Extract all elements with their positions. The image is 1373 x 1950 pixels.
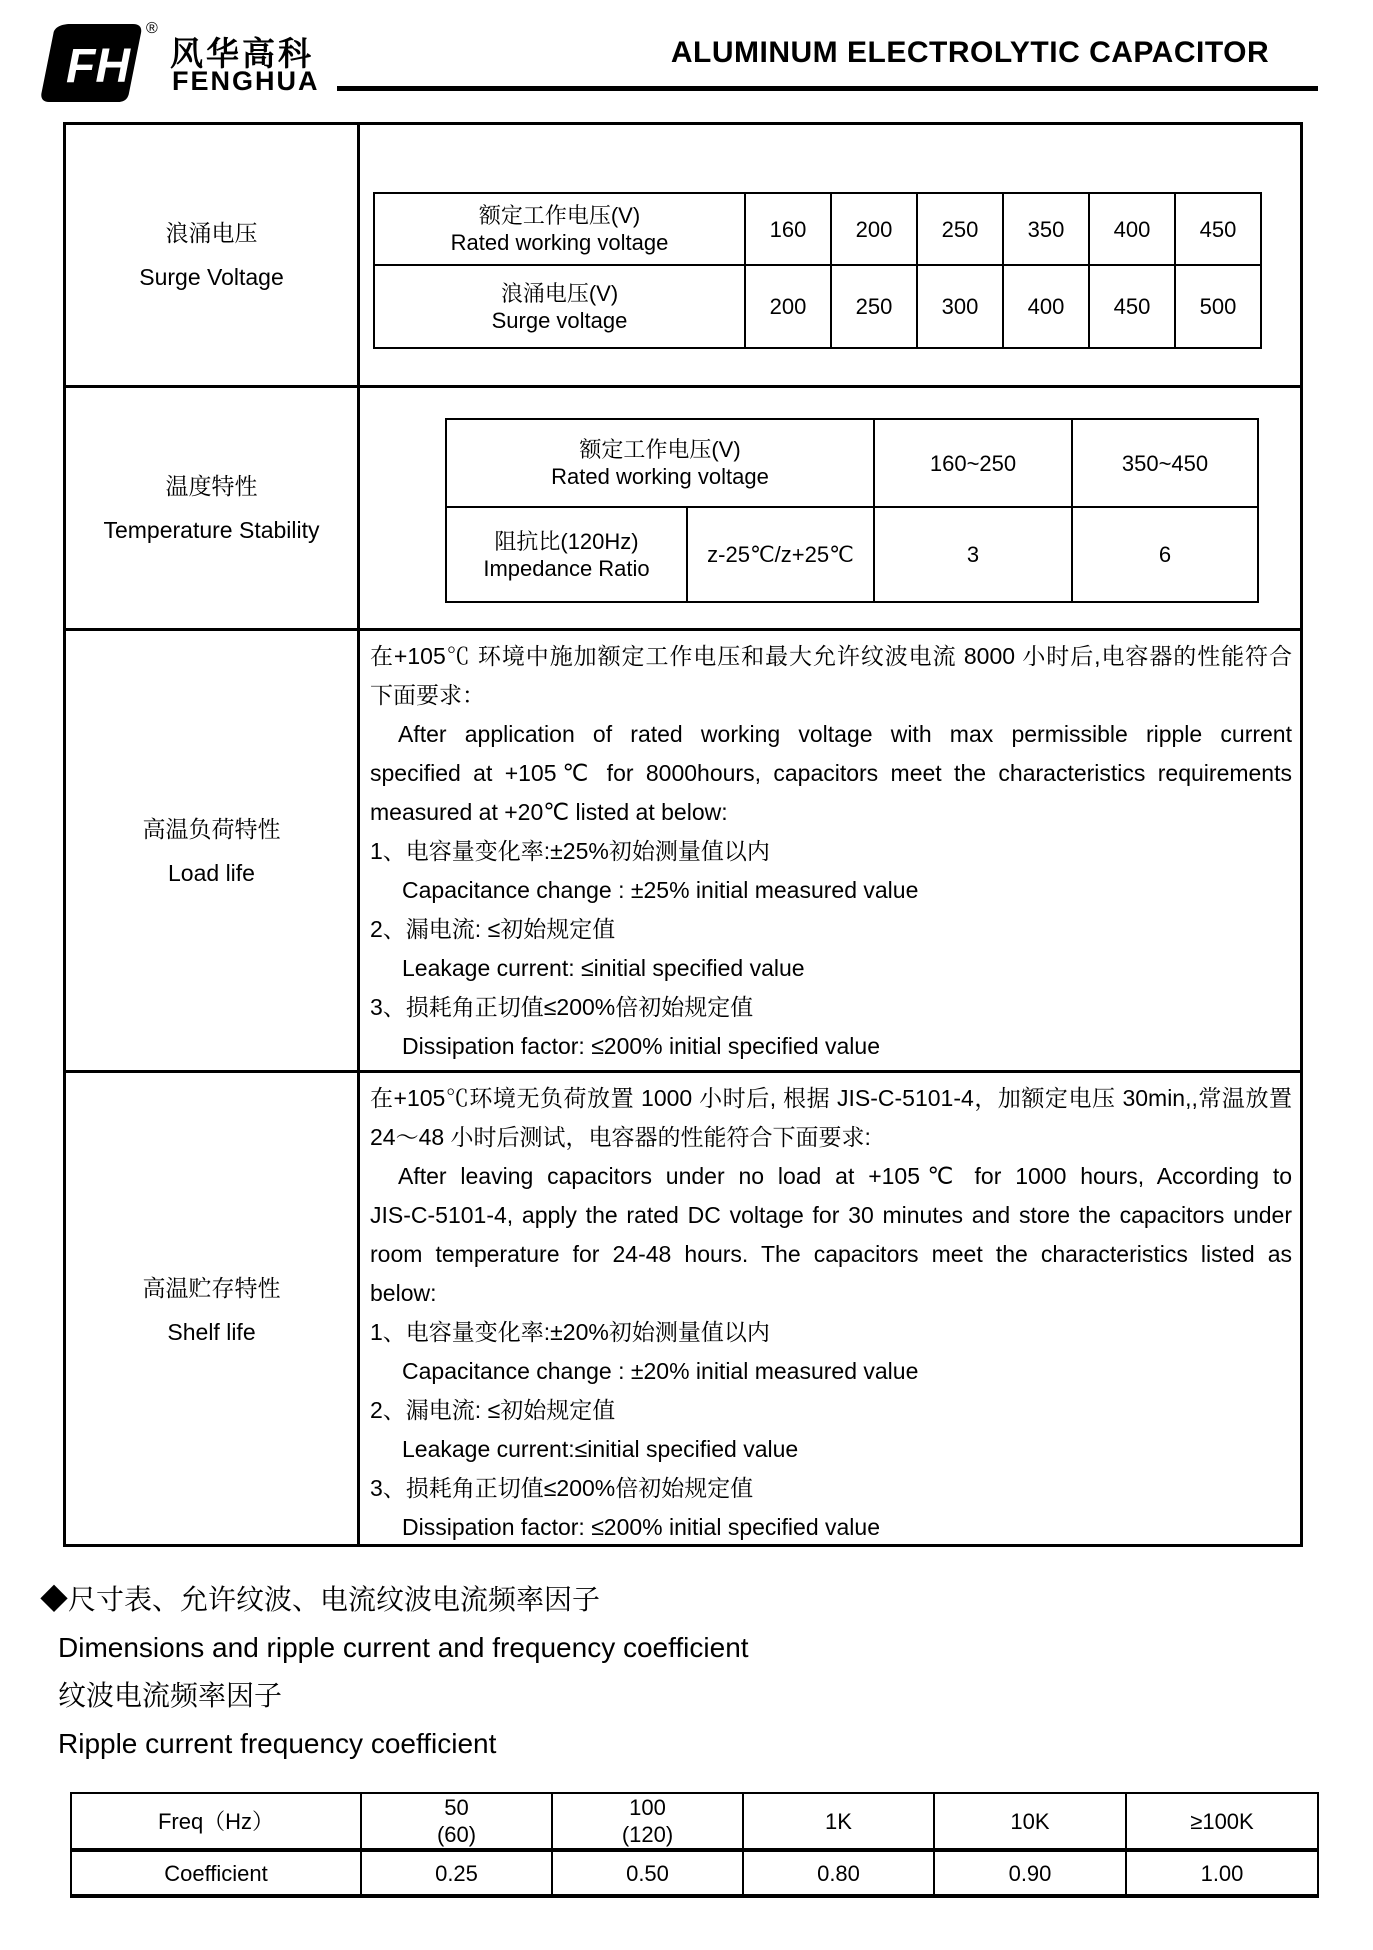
load-life-line: specified at +105℃ for 8000hours, capacitors meet the characteristics requirements — [370, 760, 1292, 786]
shelf-life-line: Capacitance change : ±20% initial measured value — [402, 1358, 919, 1384]
shelf-life-line: Dissipation factor: ≤200% initial specified value — [402, 1514, 880, 1540]
temperature-stability-content-cell — [360, 385, 1300, 628]
freq-column-header: ≥100K — [1126, 1793, 1318, 1850]
shelf-life-line: Leakage current:≤initial specified value — [402, 1436, 799, 1462]
temperature-stability-label-en: Temperature Stability — [103, 517, 320, 543]
shelf-life-label-en: Shelf life — [167, 1319, 256, 1345]
freq-column-header: 1K — [743, 1793, 934, 1850]
shelf-life-line: After leaving capacitors under no load at +105℃ for 1000 hours, According to — [398, 1163, 1292, 1189]
surge-voltage-label-cn: 浪涌电压 — [165, 220, 258, 246]
shelf-life-line: 24～48 小时后测试，电容器的性能符合下面要求: — [370, 1124, 871, 1150]
rated-voltage-value: 160 — [745, 193, 831, 265]
load-life-line: Capacitance change : ±25% initial measured value — [402, 877, 919, 903]
load-life-label-en: Load life — [168, 859, 255, 886]
section-title-en: Dimensions and ripple current and frequency coefficient — [58, 1632, 749, 1663]
frequency-coefficient-table — [70, 1792, 1319, 1898]
rated-voltage-value: 400 — [1089, 193, 1175, 265]
rated-voltage-header-en: Rated working voltage — [450, 230, 669, 255]
svg-text:FH: FH — [66, 40, 130, 93]
diamond-bullet-icon: ◆ — [40, 1584, 69, 1615]
surge-voltage-value: 250 — [831, 265, 917, 348]
registered-trademark-icon: ® — [146, 20, 158, 37]
load-life-line: 2、漏电流: ≤初始规定值 — [370, 916, 616, 942]
coefficient-value: 0.90 — [934, 1850, 1126, 1896]
voltage-range-value: 160~250 — [874, 419, 1072, 507]
temperature-stability-label-cell — [66, 385, 360, 628]
section-subtitle-cn: 纹波电流频率因子 — [58, 1680, 283, 1711]
load-life-label-cell — [66, 628, 360, 1070]
section-title-cn-text: 尺寸表、允许纹波、电流纹波电流频率因子 — [68, 1584, 601, 1615]
shelf-life-label-cn: 高温贮存特性 — [142, 1275, 281, 1301]
coefficient-value: 0.80 — [743, 1850, 934, 1896]
impedance-ratio-header-cn: 阻抗比(120Hz) — [494, 528, 639, 554]
section-heading — [40, 1576, 749, 1768]
shelf-life-line: JIS-C-5101-4, apply the rated DC voltage for 30 minutes and store the capacitors under — [370, 1202, 1292, 1228]
surge-voltage-table — [373, 192, 1262, 349]
coefficient-value: 0.25 — [361, 1850, 552, 1896]
load-life-line: 在+105℃ 环境中施加额定工作电压和最大允许纹波电流 8000 小时后,电容器的性能符合 — [370, 643, 1292, 669]
load-life-content-cell — [360, 628, 1300, 1070]
load-life-line: 3、损耗角正切值≤200%倍初始规定值 — [370, 994, 754, 1020]
surge-voltage-value: 450 — [1089, 265, 1175, 348]
rated-voltage-header-cell — [446, 419, 874, 507]
load-life-line: After application of rated working voltage with max permissible ripple current — [398, 721, 1292, 747]
surge-voltage-header-cn: 浪涌电压(V) — [500, 280, 619, 306]
rated-voltage-value: 350 — [1003, 193, 1089, 265]
specifications-table — [63, 122, 1303, 1547]
shelf-life-line: room temperature for 24-48 hours. The capacitors meet the characteristics listed as — [370, 1241, 1292, 1267]
load-life-line: measured at +20℃ listed at below: — [370, 799, 728, 825]
brand-name-english: FENGHUA — [172, 66, 320, 96]
impedance-ratio-header-cell — [446, 507, 687, 602]
section-title-cn — [40, 1576, 749, 1624]
freq-column-header — [361, 1793, 552, 1850]
load-life-line: 下面要求： — [370, 682, 485, 708]
surge-voltage-header-cell — [374, 265, 745, 348]
freq-value: 50 — [444, 1795, 469, 1820]
freq-value-alt: (60) — [436, 1822, 477, 1847]
impedance-ratio-value: 6 — [1072, 507, 1258, 602]
impedance-condition: z-25℃/z+25℃ — [687, 507, 874, 602]
load-life-line: Leakage current: ≤initial specified value — [402, 955, 805, 981]
surge-voltage-value: 500 — [1175, 265, 1261, 348]
surge-voltage-header-en: Surge voltage — [491, 307, 628, 333]
rated-voltage-value: 450 — [1175, 193, 1261, 265]
page-title: ALUMINUM ELECTROLYTIC CAPACITOR — [670, 36, 1270, 69]
impedance-ratio-table — [445, 418, 1259, 603]
shelf-life-line: 2、漏电流: ≤初始规定值 — [370, 1397, 616, 1423]
shelf-life-label-cell — [66, 1070, 360, 1547]
freq-header-cell: Freq（Hz） — [71, 1793, 361, 1850]
surge-voltage-label-cell — [66, 125, 360, 385]
voltage-range-value: 350~450 — [1072, 419, 1258, 507]
freq-column-header — [552, 1793, 743, 1850]
freq-value: 100 — [629, 1795, 666, 1820]
shelf-life-line: below: — [370, 1280, 437, 1306]
shelf-life-line: 在+105℃环境无负荷放置 1000 小时后, 根据 JIS-C-5101-4，加额定电压 30min,,常温放置 — [370, 1085, 1292, 1111]
surge-voltage-content-cell — [360, 125, 1300, 385]
shelf-life-content-cell — [360, 1070, 1300, 1547]
rated-voltage-header-cell — [374, 193, 745, 265]
surge-voltage-value: 300 — [917, 265, 1003, 348]
impedance-ratio-value: 3 — [874, 507, 1072, 602]
load-life-line: Dissipation factor: ≤200% initial specified value — [402, 1033, 880, 1059]
brand-name-chinese: 风华高科 — [170, 35, 314, 72]
coefficient-value: 1.00 — [1126, 1850, 1318, 1896]
rated-voltage-value: 200 — [831, 193, 917, 265]
rated-voltage-value: 250 — [917, 193, 1003, 265]
load-life-label-cn: 高温负荷特性 — [142, 815, 281, 842]
section-subtitle-en: Ripple current frequency coefficient — [58, 1728, 497, 1759]
temperature-stability-label-cn: 温度特性 — [165, 473, 258, 499]
fenghua-logo-icon — [40, 22, 142, 104]
rated-voltage-header-en: Rated working voltage — [551, 464, 769, 489]
header-rule — [337, 86, 1318, 91]
freq-value-alt: (120) — [621, 1822, 674, 1847]
surge-voltage-label-en: Surge Voltage — [139, 264, 284, 290]
rated-voltage-header-cn: 额定工作电压(V) — [579, 437, 741, 462]
impedance-ratio-header-en: Impedance Ratio — [483, 555, 650, 581]
rated-voltage-header-cn: 额定工作电压(V) — [478, 203, 641, 228]
shelf-life-line: 1、电容量变化率:±20%初始测量值以内 — [370, 1319, 770, 1345]
shelf-life-line: 3、损耗角正切值≤200%倍初始规定值 — [370, 1475, 754, 1501]
coefficient-value: 0.50 — [552, 1850, 743, 1896]
surge-voltage-value: 400 — [1003, 265, 1089, 348]
coefficient-label-cell: Coefficient — [71, 1850, 361, 1896]
surge-voltage-value: 200 — [745, 265, 831, 348]
freq-column-header: 10K — [934, 1793, 1126, 1850]
load-life-line: 1、电容量变化率:±25%初始测量值以内 — [370, 838, 770, 864]
